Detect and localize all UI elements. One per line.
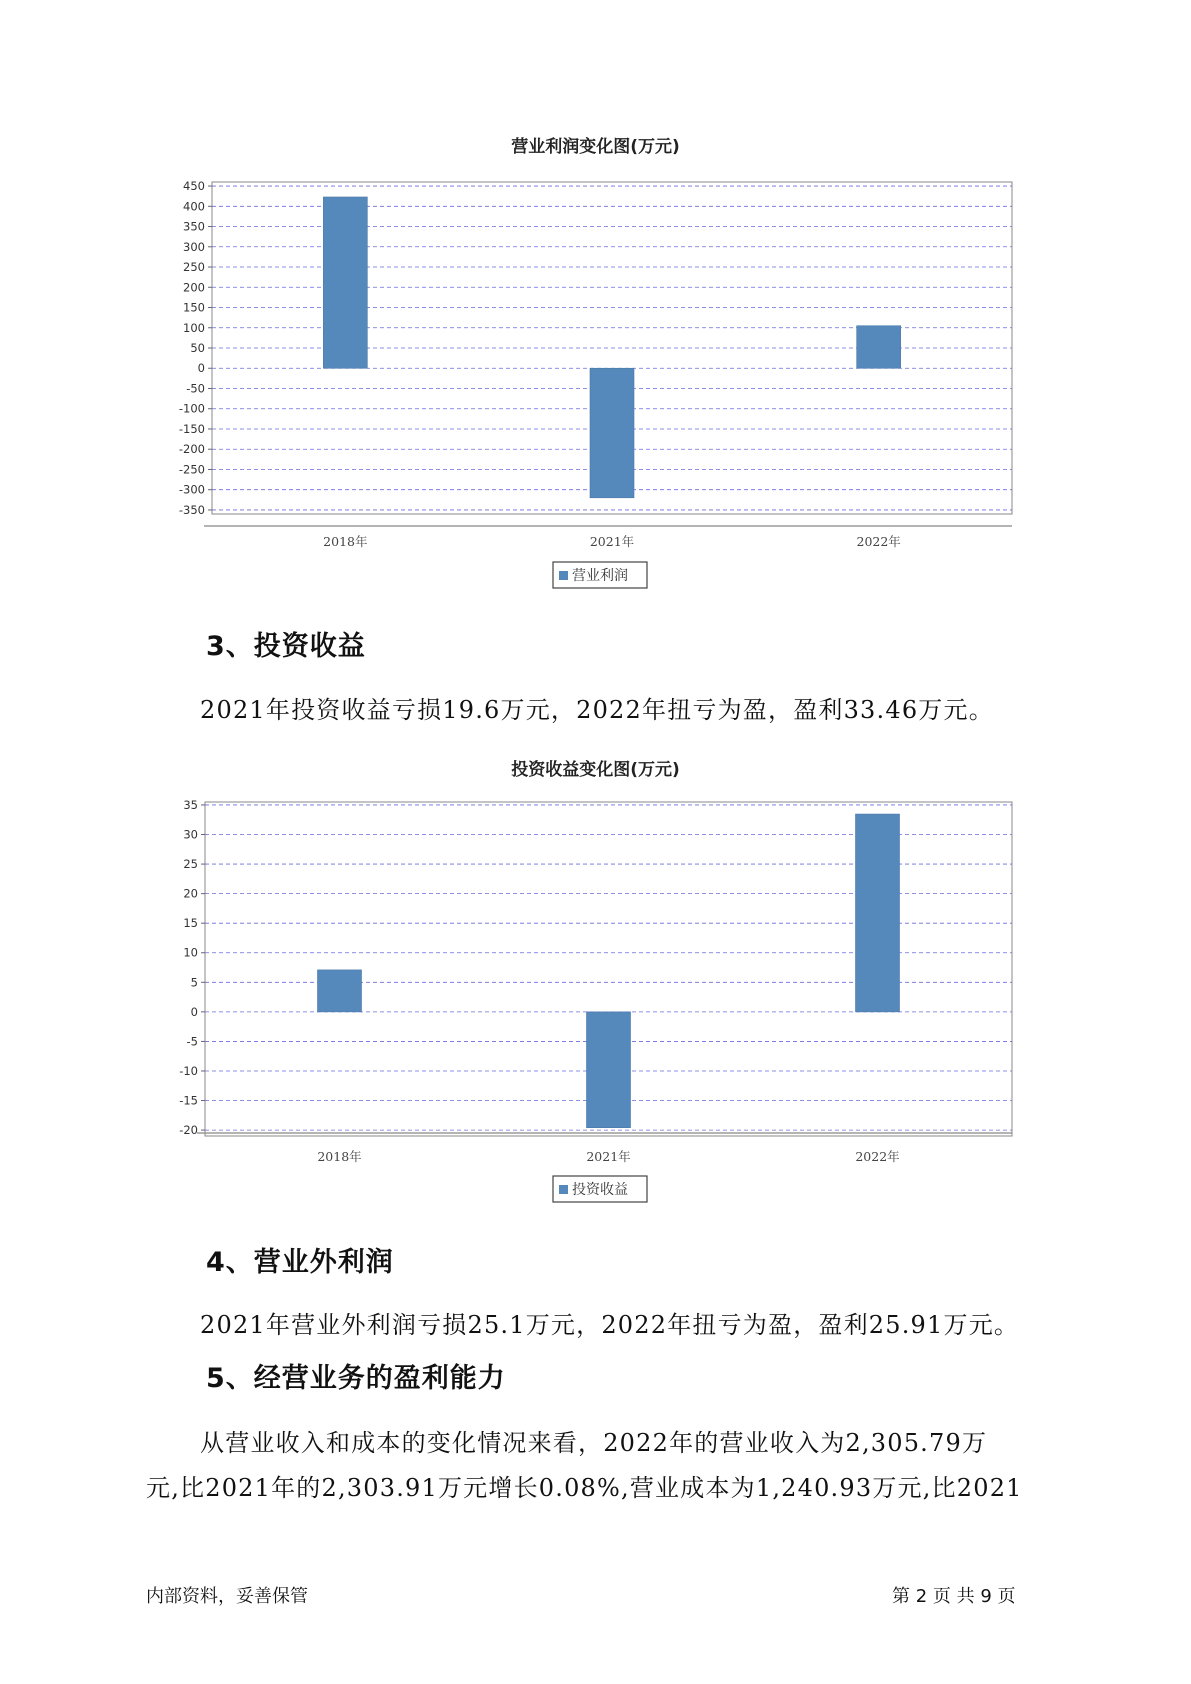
section-4-text: 2021年营业外利润亏损25.1万元，2022年扭亏为盈，盈利25.91万元。 — [200, 1311, 1020, 1339]
category-label: 2021年 — [586, 1149, 631, 1164]
y-tick-label: 300 — [183, 239, 205, 254]
category-label: 2022年 — [855, 1149, 900, 1164]
section-3-text: 2021年投资收益亏损19.6万元，2022年扭亏为盈，盈利33.46万元。 — [200, 696, 994, 724]
y-tick-label: -5 — [186, 1034, 198, 1049]
y-tick-label: 400 — [183, 199, 205, 214]
section-5-line-2: 元,比2021年的2,303.91万元增长0.08%,营业成本为1,240.93万元,比2021 — [146, 1474, 1023, 1502]
section-5-line-1: 从营业收入和成本的变化情况来看，2022年的营业收入为2,305.79万 — [200, 1429, 988, 1457]
y-tick-label: 0 — [197, 361, 205, 376]
y-tick-label: -100 — [178, 401, 205, 416]
y-tick-label: -300 — [178, 482, 205, 497]
y-tick-label: -250 — [178, 462, 205, 477]
bar-2018年 — [318, 970, 362, 1012]
chart-title-investment-income: 投资收益变化图(万元) — [511, 760, 680, 780]
footer-confidential-note: 内部资料，妥善保管 — [146, 1586, 308, 1607]
operating-profit-chart — [0, 170, 1191, 590]
y-tick-label: -150 — [178, 421, 205, 436]
section-3-heading: 3、投资收益 — [206, 631, 366, 662]
y-tick-label: -10 — [179, 1063, 198, 1078]
bar-2021年 — [587, 1012, 631, 1128]
legend — [553, 1176, 647, 1202]
y-tick-label: 200 — [183, 280, 205, 295]
investment-income-chart — [0, 792, 1191, 1212]
y-tick-label: 10 — [183, 945, 198, 960]
y-tick-label: 150 — [183, 300, 205, 315]
y-tick-label: 350 — [183, 219, 205, 234]
y-tick-label: 100 — [183, 320, 205, 335]
y-tick-label: 15 — [183, 916, 198, 931]
y-tick-label: -200 — [178, 442, 205, 457]
y-tick-label: 250 — [183, 260, 205, 275]
chart-title-operating-profit: 营业利润变化图(万元) — [511, 137, 680, 157]
legend-swatch — [559, 571, 568, 580]
y-tick-label: 0 — [190, 1004, 198, 1019]
category-label: 2018年 — [323, 534, 368, 549]
bar-2022年 — [857, 326, 901, 369]
y-tick-label: 35 — [183, 797, 198, 812]
category-label: 2022年 — [856, 534, 901, 549]
y-tick-label: 5 — [190, 975, 198, 990]
bar-2021年 — [590, 368, 634, 498]
legend-swatch — [559, 1185, 568, 1194]
y-tick-label: 30 — [183, 827, 198, 842]
category-label: 2021年 — [589, 534, 635, 549]
section-4-heading: 4、营业外利润 — [206, 1247, 394, 1278]
y-tick-label: 25 — [183, 857, 198, 872]
y-tick-label: 450 — [183, 179, 205, 194]
bar-2022年 — [856, 814, 900, 1012]
legend-label: 投资收益 — [572, 1182, 628, 1198]
bar-2018年 — [323, 197, 367, 368]
legend — [553, 562, 647, 588]
y-tick-label: 50 — [190, 341, 205, 355]
y-tick-label: -350 — [178, 502, 205, 517]
y-tick-label: -15 — [179, 1093, 198, 1108]
legend-label: 营业利润 — [572, 568, 628, 584]
section-5-heading: 5、经营业务的盈利能力 — [206, 1363, 506, 1394]
footer-page-number: 第 2 页 共 9 页 — [892, 1586, 1016, 1607]
y-tick-label: 20 — [183, 886, 198, 901]
y-tick-label: -50 — [186, 381, 205, 396]
y-tick-label: -20 — [179, 1123, 198, 1138]
category-label: 2018年 — [317, 1149, 362, 1164]
